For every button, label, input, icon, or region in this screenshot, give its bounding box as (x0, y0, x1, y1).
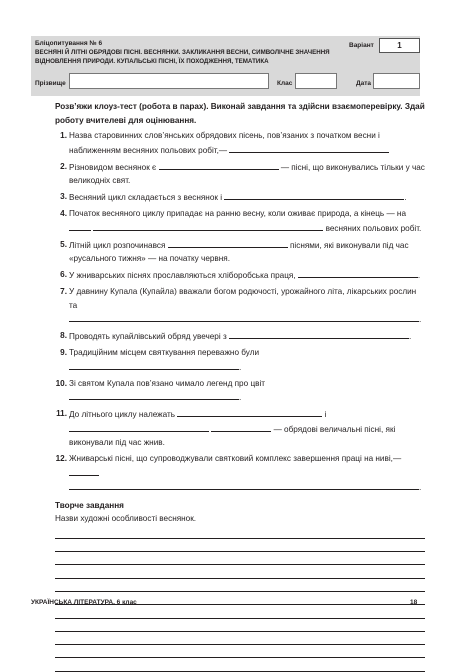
question-1: 1. Назва старовинних слов’янських обрядових пісень, пов’язаних з початком весни і наближенням весняних польових робіт,— (55, 129, 425, 157)
date-label: Дата (356, 80, 372, 87)
answer-line[interactable] (55, 526, 425, 539)
class-label: Клас (277, 80, 293, 87)
question-6: 6. У жниварських піснях прославляються хліборобська праця, . (60, 270, 421, 280)
answer-blank[interactable] (69, 312, 419, 322)
answer-line[interactable] (55, 632, 425, 645)
question-12: 12. Жниварські пісні, що супроводжували святковий комплекс завершення праці на ниві,— . (55, 454, 422, 492)
worksheet-body (55, 100, 425, 672)
answer-blank[interactable] (69, 221, 91, 231)
question-8: 8. Проводять купайлівський обряд увечері з . (60, 331, 412, 341)
page-number: 18 (410, 599, 418, 606)
question-10: 10. Зі святом Купала пов’язано чимало легенд про цвіт . (55, 378, 266, 402)
answer-blank[interactable] (93, 221, 323, 231)
question-3: 3. Весняний цикл складається з веснянок і . (60, 192, 407, 202)
answer-line[interactable] (55, 579, 425, 592)
variant-field[interactable]: 1 (379, 38, 420, 53)
answer-line[interactable] (55, 658, 425, 671)
answer-line[interactable] (55, 565, 425, 578)
answer-blank[interactable] (69, 480, 419, 490)
answer-line[interactable] (55, 552, 425, 565)
question-9: 9. Традиційним місцем святкування переважно були . (60, 348, 260, 372)
answer-line[interactable] (55, 619, 425, 632)
answer-blank[interactable] (69, 360, 239, 370)
answer-blank[interactable] (224, 190, 404, 200)
variant-label: Варіант (349, 42, 374, 49)
answer-blank[interactable] (211, 422, 271, 432)
answer-blank[interactable] (69, 422, 209, 432)
answer-line[interactable] (55, 605, 425, 618)
answer-blank[interactable] (177, 407, 322, 417)
answer-blank[interactable] (229, 329, 409, 339)
answer-blank[interactable] (69, 466, 99, 476)
answer-blank[interactable] (229, 143, 389, 153)
question-5: 5. Літній цикл розпочинався піснями, які виконували під час «русального тижня» — на початку червня. (60, 239, 409, 263)
quiz-label: Бліцопитування № 6 (35, 40, 103, 47)
class-field[interactable] (295, 73, 337, 89)
question-11: 11. До літнього циклу належать і — обрядові величальні пісні, які виконували під час жнив. (56, 409, 396, 447)
answer-line[interactable] (55, 645, 425, 658)
footer-title: УКРАЇНСЬКА ЛІТЕРАТУРА. 6 клас (31, 599, 137, 606)
surname-field[interactable] (69, 73, 269, 89)
question-7: 7. У давнину Купала (Купайла) вважали богом родючості, урожайного літа, лікарських рослин та . (60, 287, 422, 324)
instructions: Розв’яжи клоуз-тест (робота в парах). Виконай завдання та здійсни взаємоперевірку. Здай роботу вчителеві для оцінювання. (55, 102, 425, 125)
test-header (31, 36, 420, 96)
quiz-title: ВЕСНЯНІ Й ЛІТНІ ОБРЯДОВІ ПІСНІ. ВЕСНЯНКИ. ЗАКЛИКАННЯ ВЕСНИ, СИМВОЛІЧНЕ ЗНАЧЕННЯ ВІДНОВЛЕННЯ ПРИРОДИ. КУПАЛЬСЬКІ ПІСНІ, ЇХ ПОХОДЖЕННЯ, ТЕМАТИКА (35, 49, 330, 65)
answer-line[interactable] (55, 539, 425, 552)
surname-label: Прізвище (35, 80, 66, 87)
answer-blank[interactable] (168, 238, 288, 248)
question-2: 2. Різновидом веснянок є — пісні, що виконувались тільки у час великодніх свят. (60, 161, 425, 185)
question-4: 4. Початок весняного циклу припадає на ранню весну, коли оживає природа, а кінець — на весняних польових робіт. (60, 209, 422, 233)
creative-task-title: Творче завдання (55, 500, 124, 510)
answer-blank[interactable] (298, 268, 418, 278)
answer-blank[interactable] (159, 160, 279, 170)
answer-blank[interactable] (69, 390, 239, 400)
date-field[interactable] (373, 73, 420, 89)
creative-task-prompt: Назви художні особливості веснянок. (55, 514, 197, 523)
